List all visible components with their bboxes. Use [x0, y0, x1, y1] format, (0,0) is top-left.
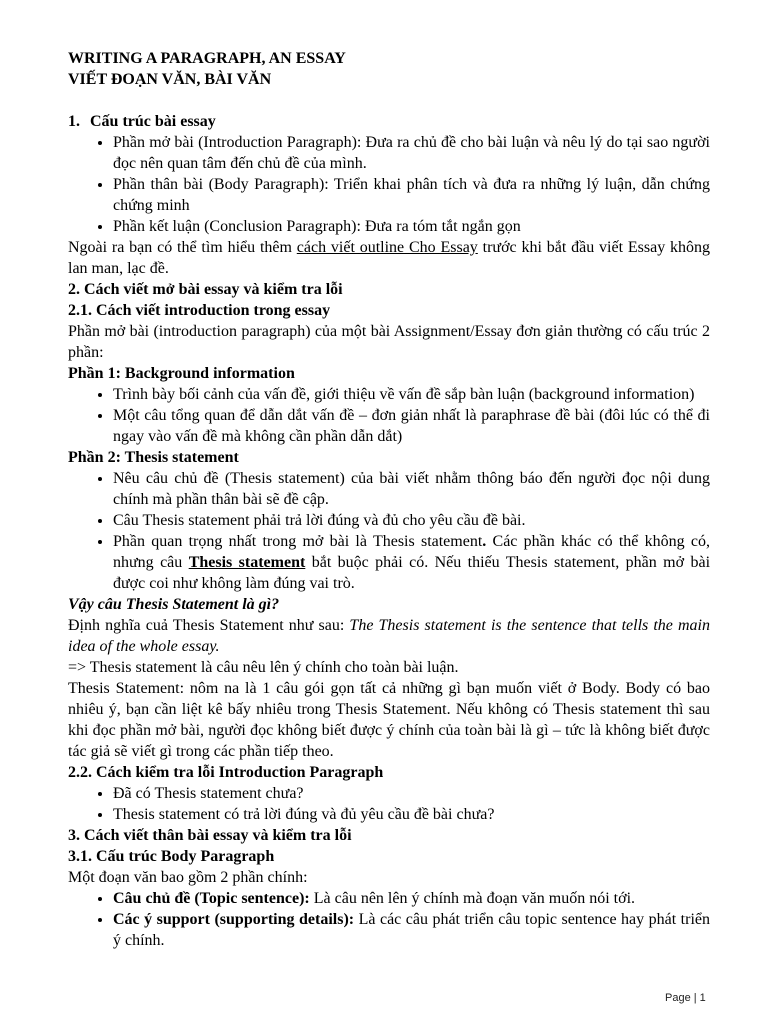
definition-lead: Định nghĩa cuả Thesis Statement như sau:: [68, 617, 350, 634]
section-1-title: Cấu trúc bài essay: [90, 113, 216, 130]
list-item: • Một câu tổng quan để dẫn dắt vấn đề – đơn giản nhất là paraphrase đề bài (đôi lúc có thể đi ngay vào vấn đề mà không cần phần dẫn dắt): [113, 405, 710, 447]
part-2-list: [68, 468, 710, 594]
section-1-heading: [68, 111, 710, 132]
doc-title-vietnamese: VIẾT ĐOẠN VĂN, BÀI VĂN: [68, 71, 272, 88]
part-1-heading: Phần 1: Background information: [68, 365, 295, 382]
list-item: • Thesis statement có trả lời đúng và đủ yêu cầu đề bài chưa?: [113, 804, 710, 825]
note-text: trước khi bắt đầu viết Essay không lan man, lạc đề.: [68, 239, 711, 277]
note-text: Ngoài ra bạn có thể tìm hiểu thêm: [68, 239, 297, 256]
section-2-heading: 2. Cách viết mở bài essay và kiểm tra lỗi: [68, 281, 343, 298]
item-text: Các phần khác có thể không có, nhưng câu: [113, 533, 710, 571]
document-page: [68, 48, 710, 951]
list-item: • Phần mở bài (Introduction Paragraph): Đưa ra chủ đề cho bài luận và nêu lý do tại sao người đọc nên quan tâm đến chủ đề của mình.: [113, 132, 710, 174]
intro-paragraph: Phần mở bài (introduction paragraph) của một bài Assignment/Essay đơn giản thường có cấu trúc 2 phần:: [68, 323, 710, 361]
body-list: [68, 888, 710, 951]
item-text: .: [482, 533, 487, 550]
list-item: [113, 888, 710, 909]
thesis-emphasis: Thesis statement: [188, 554, 306, 571]
list-item: • Nêu câu chủ đề (Thesis statement) của bài viết nhằm thông báo đến người đọc nội dung chính mà phần thân bài sẽ đề cập.: [113, 468, 710, 510]
outline-link[interactable]: cách viết outline Cho Essay: [296, 239, 478, 256]
spacer: [68, 90, 710, 111]
section-1-list: [68, 132, 710, 237]
definition-quote: The Thesis statement is the sentence that tells the main idea of the whole essay.: [68, 617, 710, 655]
definition-paragraph: [68, 615, 710, 657]
part-2-heading: Phần 2: Thesis statement: [68, 449, 239, 466]
item-term: Câu chủ đề (Topic sentence):: [113, 890, 310, 907]
arrow-paragraph: => Thesis statement là câu nêu lên ý chính cho toàn bài luận.: [68, 659, 459, 676]
body-intro: Một đoạn văn bao gồm 2 phần chính:: [68, 869, 308, 886]
section-3-heading: 3. Cách viết thân bài essay và kiểm tra lỗi: [68, 827, 352, 844]
list-item: • Phần kết luận (Conclusion Paragraph): Đưa ra tóm tắt ngắn gọn: [113, 216, 710, 237]
item-text: Là câu nên lên ý chính mà đoạn văn muốn nói tới.: [309, 890, 636, 907]
doc-title-english: WRITING A PARAGRAPH, AN ESSAY: [68, 50, 346, 67]
outline-note: [68, 237, 710, 279]
check-list: [68, 783, 710, 825]
list-item: [113, 909, 710, 951]
list-item: • Đã có Thesis statement chưa?: [113, 783, 710, 804]
list-item: [113, 531, 710, 594]
section-1-number: 1.: [68, 113, 80, 130]
item-text: Phần quan trọng nhất trong mở bài là Thesis statement: [113, 533, 483, 550]
part-1-list: [68, 384, 710, 447]
page-number: Page | 1: [665, 992, 706, 1004]
section-2-1-heading: 2.1. Cách viết introduction trong essay: [68, 302, 331, 319]
section-3-1-heading: 3.1. Cấu trúc Body Paragraph: [68, 848, 275, 865]
item-text: Là các câu phát triển câu topic sentence hay phát triển ý chính.: [113, 911, 710, 949]
section-2-2-heading: 2.2. Cách kiểm tra lỗi Introduction Paragraph: [68, 764, 384, 781]
item-term: Các ý support (supporting details):: [113, 911, 355, 928]
list-item: • Câu Thesis statement phải trả lời đúng và đủ cho yêu cầu đề bài.: [113, 510, 710, 531]
item-text: bắt buộc phải có. Nếu thiếu Thesis statement, phần mở bài được coi như không làm đúng vai trò.: [113, 554, 711, 592]
list-item: • Trình bày bối cảnh của vấn đề, giới thiệu về vấn đề sắp bàn luận (background information): [113, 384, 710, 405]
thesis-question: Vậy câu Thesis Statement là gì?: [68, 596, 280, 613]
list-item: • Phần thân bài (Body Paragraph): Triển khai phân tích và đưa ra những lý luận, dẫn chứng chứng minh: [113, 174, 710, 216]
thesis-explanation: Thesis Statement: nôm na là 1 câu gói gọn tất cả những gì bạn muốn viết ở Body. Body có bao nhiêu ý, bạn cần liệt kê bấy nhiêu trong Thesis Statement. Nếu không có Thesis statement thì sau khi đọc phần mở bài, người đọc không biết được ý chính của toàn bài là gì – tức là không biết được tác giả sẽ viết gì trong các phần tiếp theo.: [68, 680, 710, 760]
